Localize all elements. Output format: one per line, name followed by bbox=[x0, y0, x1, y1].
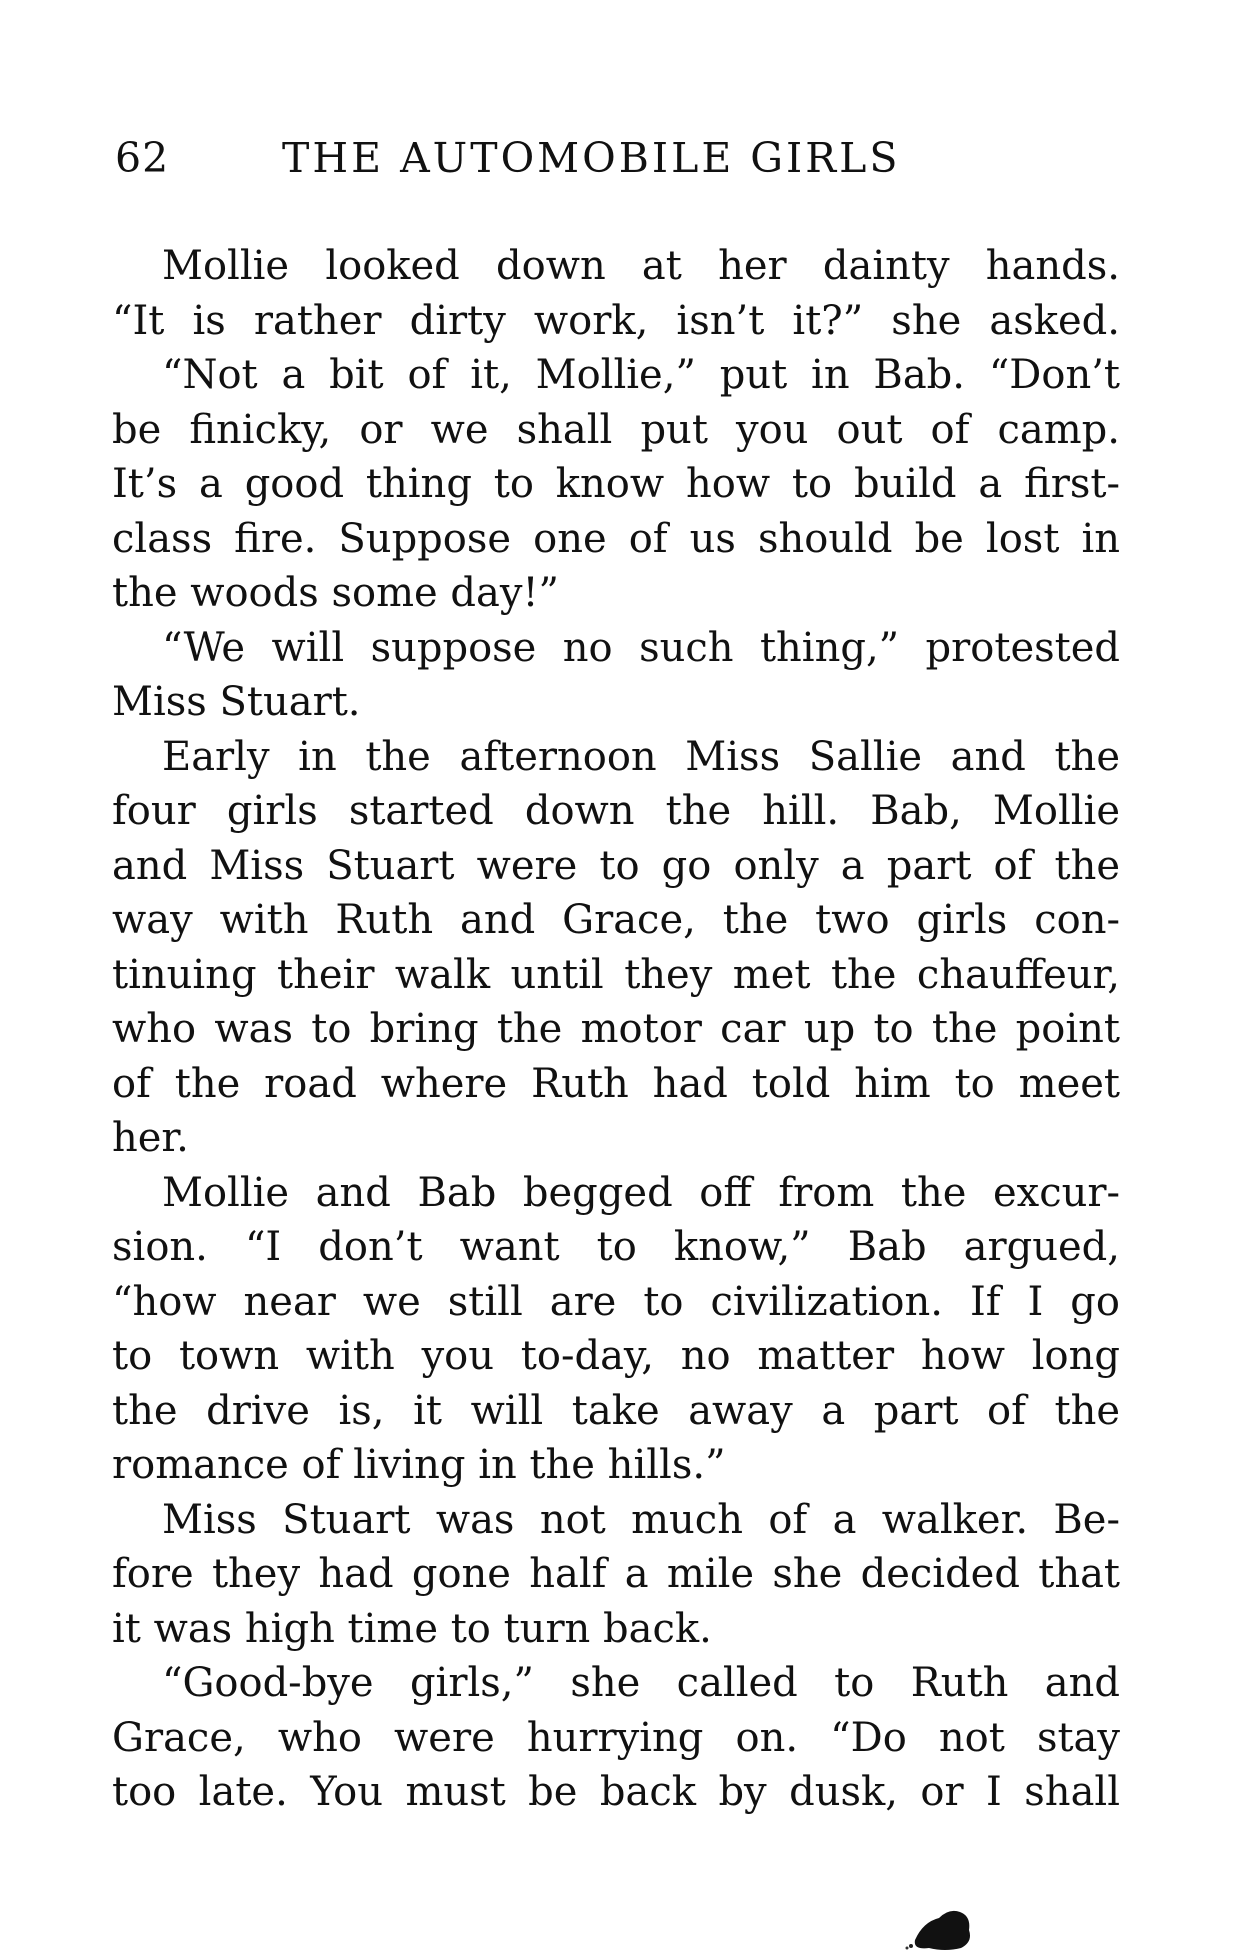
text-line: who was to bring the motor car up to the point bbox=[112, 1006, 1120, 1052]
text-line: Mollie looked down at her dainty hands. bbox=[162, 243, 1120, 289]
text-line: “We will suppose no such thing,” protested bbox=[162, 624, 1120, 671]
text-line: Miss Stuart. bbox=[112, 679, 361, 725]
text-line: four girls started down the hill. Bab, Mollie bbox=[112, 788, 1120, 834]
text-line: too late. You must be back by dusk, or I shall bbox=[112, 1769, 1120, 1815]
text-line: Grace, who were hurrying on. “Do not stay bbox=[112, 1714, 1120, 1761]
text-line: her. bbox=[112, 1115, 189, 1161]
text-line: Miss Stuart was not much of a walker. Be- bbox=[162, 1496, 1120, 1543]
text-line: to town with you to-day, no matter how long bbox=[112, 1333, 1120, 1379]
running-title: THE AUTOMOBILE GIRLS bbox=[282, 134, 901, 182]
text-line: the drive is, it will take away a part of the bbox=[112, 1387, 1120, 1434]
text-line: be finicky, or we shall put you out of camp. bbox=[112, 406, 1120, 453]
text-line: fore they had gone half a mile she decided that bbox=[112, 1551, 1120, 1597]
text-line: Early in the afternoon Miss Sallie and the bbox=[162, 733, 1120, 780]
page-number: 62 bbox=[115, 134, 170, 182]
text-line: “Not a bit of it, Mollie,” put in Bab. “Don’t bbox=[162, 352, 1120, 398]
text-line: sion. “I don’t want to know,” Bab argued, bbox=[112, 1224, 1120, 1270]
text-line: the woods some day!” bbox=[112, 570, 559, 616]
text-line: and Miss Stuart were to go only a part of the bbox=[112, 842, 1120, 889]
text-line: Mollie and Bab begged off from the excur- bbox=[162, 1169, 1120, 1216]
text-line: tinuing their walk until they met the chauffeur, bbox=[112, 951, 1120, 998]
body-text bbox=[112, 239, 1120, 1820]
page-header bbox=[115, 128, 1115, 188]
text-line: class fire. Suppose one of us should be lost in bbox=[112, 515, 1120, 562]
text-line: “It is rather dirty work, isn’t it?” she asked. bbox=[112, 297, 1120, 344]
text-line: of the road where Ruth had told him to meet bbox=[112, 1060, 1120, 1107]
text-line: way with Ruth and Grace, the two girls con- bbox=[112, 897, 1120, 943]
text-line: romance of living in the hills.” bbox=[112, 1442, 726, 1488]
text-line: It’s a good thing to know how to build a first- bbox=[112, 461, 1120, 507]
text-line: “Good-bye girls,” she called to Ruth and bbox=[162, 1660, 1120, 1706]
ink-blot-mark bbox=[905, 1900, 975, 1951]
text-line: it was high time to turn back. bbox=[112, 1605, 712, 1652]
text-line: “how near we still are to civilization. If I go bbox=[112, 1278, 1120, 1325]
